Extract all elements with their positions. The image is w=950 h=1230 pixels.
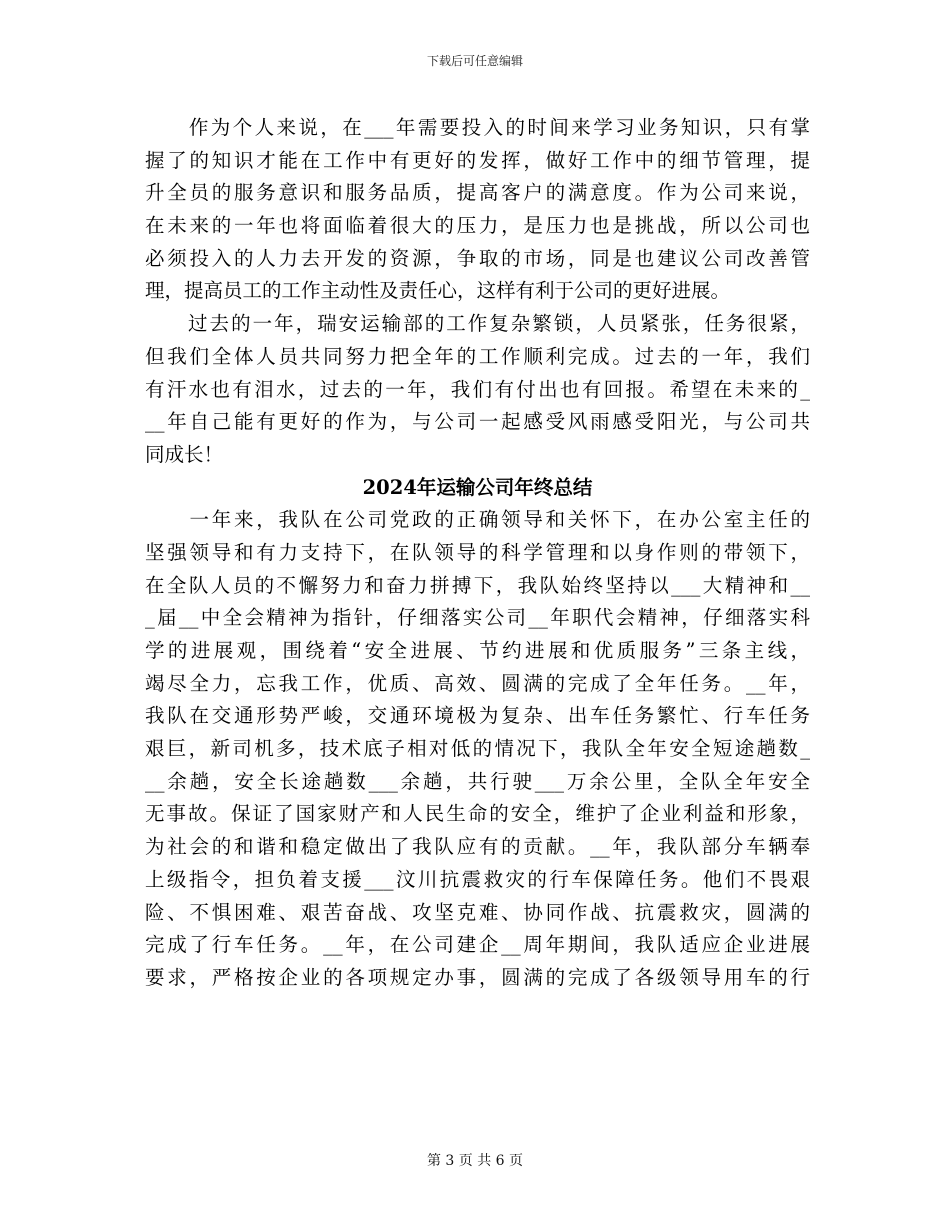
text-line: 同成长！ — [145, 442, 224, 466]
text-line: 在全队人员的不懈努力和奋力拼搏下，我队始终坚持以___大精神和__ — [145, 573, 810, 597]
text-line: 艰巨，新司机多，技术底子相对低的情况下，我队全年安全短途趟数_ — [145, 737, 810, 761]
text-line: 学的进展观，围绕着“安全进展、节约进展和优质服务”三条主线， — [145, 639, 810, 662]
text-line: 我队在交通形势严峻，交通环境极为复杂、出车任务繁忙、行车任务 — [145, 704, 810, 728]
text-line: 过去的一年，瑞安运输部的工作复杂繁锁，人员紧张，任务很紧， — [145, 312, 810, 336]
section-title: 2024年运输公司年终总结 — [362, 475, 593, 499]
page-header: 下载后可任意编辑 — [426, 54, 523, 68]
text-line: 必须投入的人力去开发的资源，争取的市场，同是也建议公司改善管 — [145, 246, 810, 270]
text-line: 无事故。保证了国家财产和人民生命的安全，维护了企业利益和形象， — [145, 802, 810, 826]
paragraph-review — [145, 308, 810, 471]
text-line: 一年来，我队在公司党政的正确领导和关怀下，在办公室主任的 — [145, 508, 810, 532]
text-line: __余趟，安全长途趟数___余趟，共行驶___万余公里，全队全年安全 — [145, 769, 810, 793]
text-line: 完成了行车任务。__年，在公司建企__周年期间，我队适应企业进展 — [145, 933, 810, 957]
text-line: 险、不惧困难、艰苦奋战、攻坚克难、协同作战、抗震救灾，圆满的 — [145, 900, 810, 924]
text-line: 握了的知识才能在工作中有更好的发挥，做好工作中的细节管理，提 — [145, 148, 810, 172]
text-line: 坚强领导和有力支持下，在队领导的科学管理和以身作则的带领下， — [145, 540, 810, 564]
text-line: 升全员的服务意识和服务品质，提高客户的满意度。作为公司来说， — [145, 181, 810, 205]
text-line: 作为个人来说，在___年需要投入的时间来学习业务知识，只有掌 — [145, 116, 810, 139]
text-line: _届__中全会精神为指针，仔细落实公司__年职代会精神，仔细落实科 — [145, 606, 810, 630]
text-line: 有汗水也有泪水，过去的一年，我们有付出也有回报。希望在未来的_ — [145, 377, 810, 401]
document-body — [145, 112, 810, 995]
text-line: 竭尽全力，忘我工作，优质、高效、圆满的完成了全年任务。__年， — [145, 671, 810, 695]
text-line: 理，提高员工的工作主动性及责任心，这样有利于公司的更好进展。 — [145, 279, 731, 303]
text-line: __年自己能有更好的作为，与公司一起感受风雨感受阳光，与公司共 — [145, 410, 810, 434]
text-line: 在未来的一年也将面临着很大的压力，是压力也是挑战，所以公司也 — [145, 214, 810, 238]
text-line: 但我们全体人员共同努力把全年的工作顺利完成。过去的一年，我们 — [145, 344, 810, 368]
text-line: 为社会的和谐和稳定做出了我队应有的贡献。__年，我队部分车辆奉 — [145, 835, 810, 859]
page-number: 第 3 页 共 6 页 — [426, 1153, 524, 1169]
paragraph-personal-plan — [145, 112, 810, 308]
text-line: 要求，严格按企业的各项规定办事，圆满的完成了各级领导用车的行 — [145, 965, 810, 989]
text-line: 上级指令，担负着支援___汶川抗震救灾的行车保障任务。他们不畏艰 — [145, 867, 810, 891]
paragraph-annual-summary — [145, 504, 810, 994]
